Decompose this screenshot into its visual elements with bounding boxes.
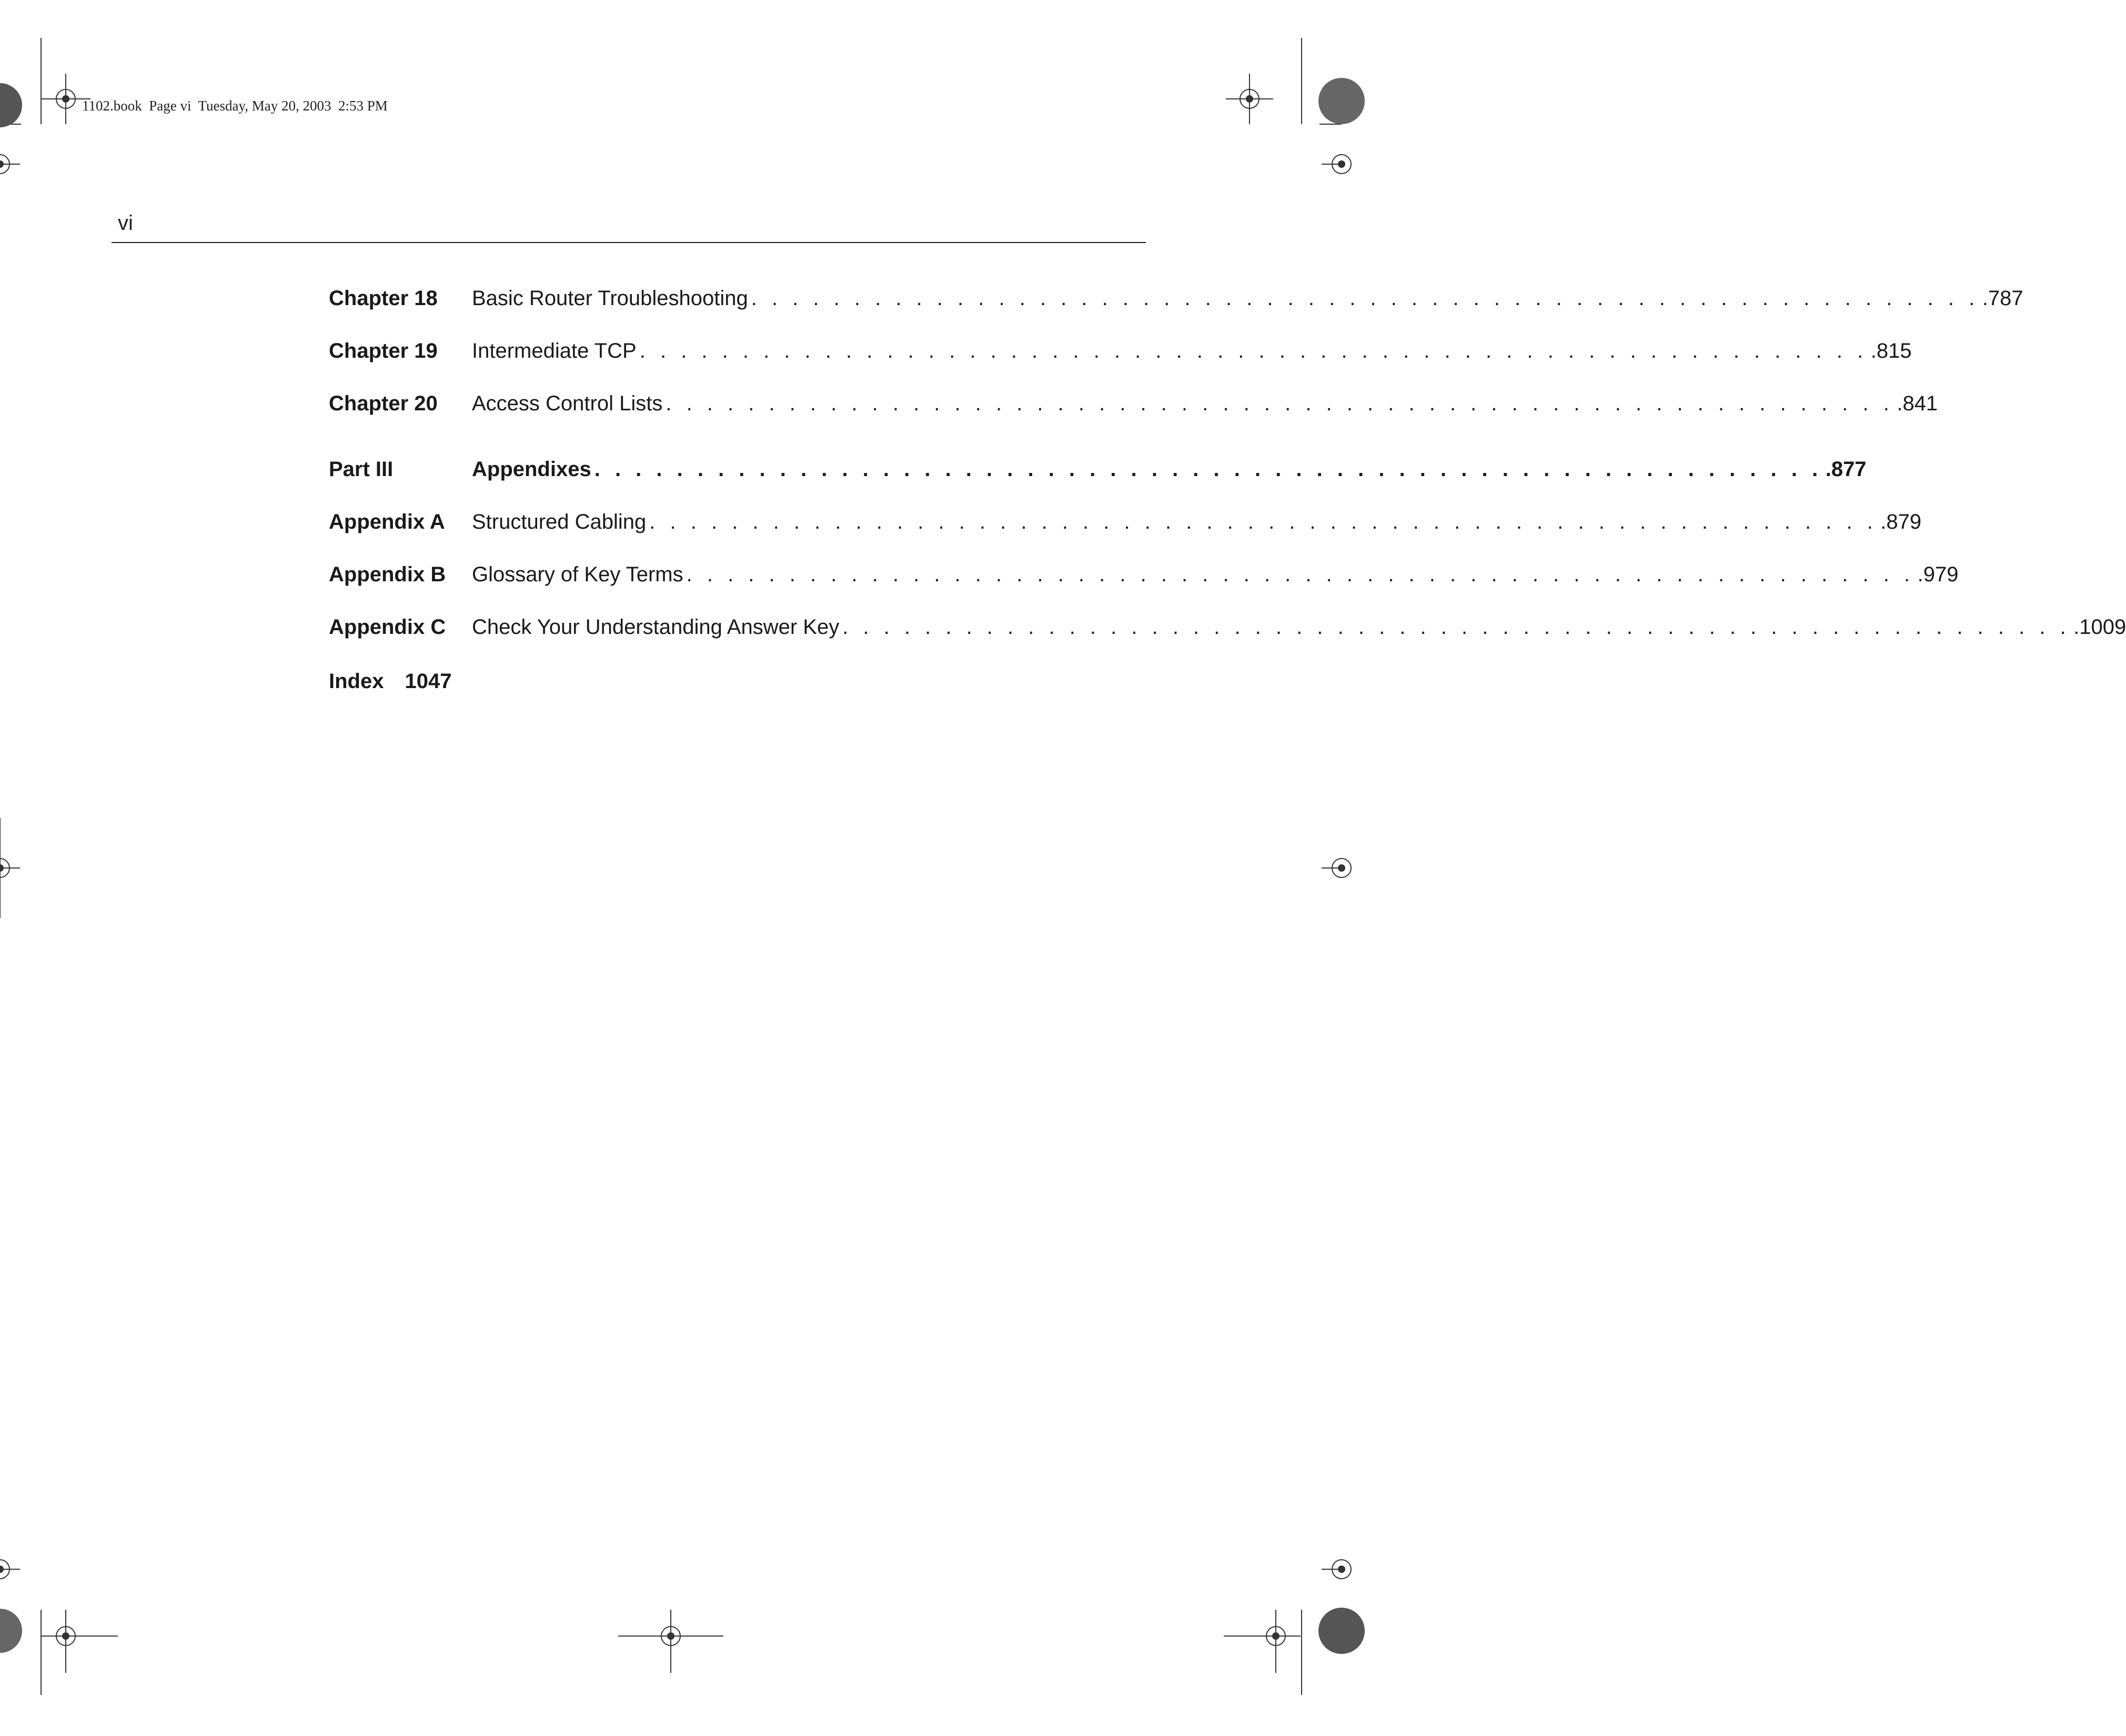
toc-page: .879	[1880, 510, 1922, 533]
leader-dots: . . . . . . . . . . . . . . . . . . . . . . . . . . . . . . . . . . . . . . . . . . . . . . . . . . . . . . . . . . . .	[751, 287, 1979, 310]
leader-dots: . . . . . . . . . . . . . . . . . . . . . . . . . . . . . . . . . . . . . . . . . . . . . . . . . . . . . . . . . . . .	[842, 615, 2071, 639]
toc-title: Appendixes	[472, 458, 591, 481]
toc-title: Access Control Lists	[472, 392, 663, 415]
toc-row-chapter-20[interactable]	[329, 392, 1938, 421]
print-slug: 1102.book Page vi Tuesday, May 20, 2003 2:53 PM	[82, 98, 388, 114]
index-label: Index	[329, 670, 384, 693]
toc-title: Intermediate TCP	[472, 339, 637, 362]
table-of-contents	[329, 0, 2126, 736]
toc-label: Chapter 19	[329, 339, 438, 362]
toc-row-appendix-c[interactable]	[329, 615, 2126, 645]
toc-row-appendix-b[interactable]	[329, 563, 1959, 592]
toc-page: .815	[1870, 339, 1912, 362]
page-number: vi	[118, 211, 133, 235]
toc-row-part-iii[interactable]	[329, 458, 1867, 487]
leader-dots: . . . . . . . . . . . . . . . . . . . . . . . . . . . . . . . . . . . . . . . . . . . . . . . . . . . . . . . . . . . .	[686, 563, 1915, 586]
toc-label: Appendix C	[329, 615, 446, 639]
index-page: 1047	[405, 670, 452, 693]
leader-dots: . . . . . . . . . . . . . . . . . . . . . . . . . . . . . . . . . . . . . . . . . . . . . . . . . . . . . . . . . . . .	[639, 339, 1868, 362]
toc-title: Structured Cabling	[472, 510, 647, 533]
toc-row-index[interactable]	[329, 670, 451, 693]
toc-title: Glossary of Key Terms	[472, 563, 683, 586]
toc-row-appendix-a[interactable]	[329, 510, 1922, 540]
leader-dots: . . . . . . . . . . . . . . . . . . . . . . . . . . . . . . . . . . . . . . . . . . . . . . . . . . . . . . . . . . . .	[649, 510, 1878, 533]
toc-title: Check Your Understanding Answer Key	[472, 615, 840, 639]
toc-label: Part III	[329, 458, 394, 481]
toc-label: Chapter 20	[329, 392, 438, 415]
toc-row-chapter-18[interactable]	[329, 287, 2023, 316]
toc-label: Appendix A	[329, 510, 445, 533]
toc-label: Chapter 18	[329, 287, 438, 310]
toc-title: Basic Router Troubleshooting	[472, 287, 748, 310]
toc-page: .787	[1982, 287, 2023, 310]
toc-label: Appendix B	[329, 563, 446, 586]
leader-dots: . . . . . . . . . . . . . . . . . . . . . . . . . . . . . . . . . . . . . . . . . . . . . . . . . . . . . . . . . . . .	[666, 392, 1894, 415]
toc-page: .841	[1897, 392, 1938, 415]
toc-page: .979	[1917, 563, 1959, 586]
toc-row-chapter-19[interactable]	[329, 339, 1912, 369]
leader-dots: . . . . . . . . . . . . . . . . . . . . . . . . . . . . . . . . . . . . . . . . . . . . . . . . . . . . . . . . . . . .	[594, 458, 1822, 481]
toc-page: .877	[1825, 458, 1867, 481]
toc-page: .1009	[2073, 615, 2126, 639]
